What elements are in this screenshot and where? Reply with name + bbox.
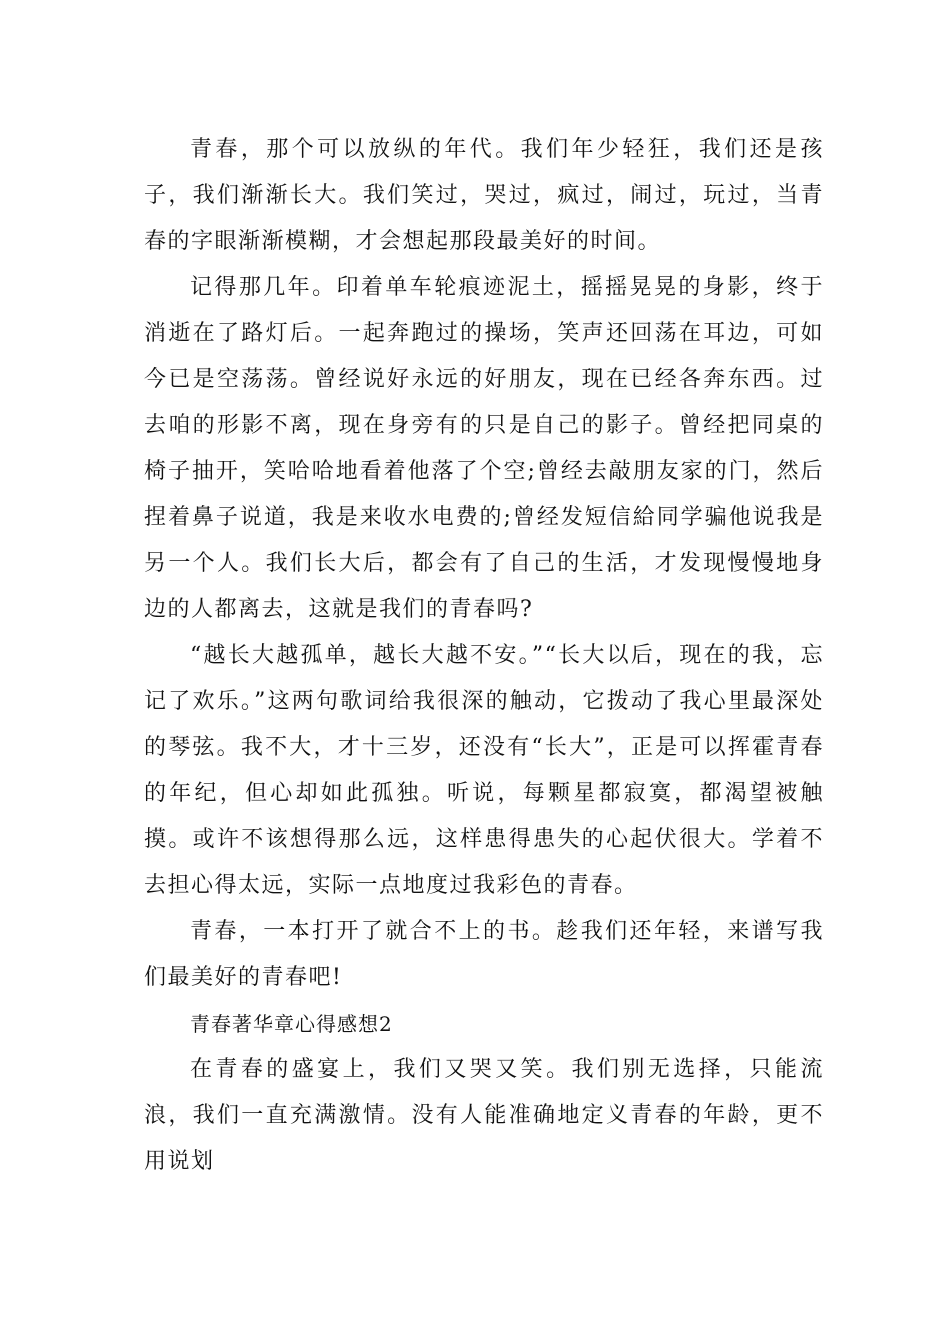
paragraph-1: 青春，那个可以放纵的年代。我们年少轻狂，我们还是孩子，我们渐渐长大。我们笑过，哭过，疯过，闹过，玩过，当青春的字眼渐渐模糊，才会想起那段最美好的时间。 [144, 137, 824, 254]
paragraph-3: “越长大越孤单，越长大越不安。”“长大以后，现在的我，忘记了欢乐。”这两句歌词给我很深的触动，它拨动了我心里最深处的琴弦。我不大，才十三岁，还没有“长大”，正是可以挥霍青春的年纪，但心却如此孤独。听说，每颗星都寂寞，都渴望被触摸。或许不该想得那么远，这样患得患失的心起伏很大。学着不去担心得太远，实际一点地度过我彩色的青春。 [144, 643, 824, 898]
paragraph-5: 在青春的盛宴上，我们又哭又笑。我们别无选择，只能流浪，我们一直充满激情。没有人能准确地定义青春的年龄，更不用说划 [144, 1057, 824, 1174]
document-body [144, 127, 824, 1185]
paragraph-2: 记得那几年。印着单车轮痕迹泥土，摇摇晃晃的身影，终于消逝在了路灯后。一起奔跑过的操场，笑声还回荡在耳边，可如今已是空荡荡。曾经说好永远的好朋友，现在已经各奔东西。过去咱的形影不离，现在身旁有的只是自己的影子。曾经把同桌的椅子抽开，笑哈哈地看着他落了个空;曾经去敲朋友家的门，然后捏着鼻子说道，我是来收水电费的;曾经发短信給同学骗他说我是另一个人。我们长大后，都会有了自己的生活，才发现慢慢地身边的人都离去，这就是我们的青春吗? [144, 275, 824, 622]
paragraph-4: 青春，一本打开了就合不上的书。趁我们还年轻，来谱写我们最美好的青春吧! [144, 919, 824, 990]
section-heading: 青春著华章心得感想2 [190, 1012, 393, 1036]
